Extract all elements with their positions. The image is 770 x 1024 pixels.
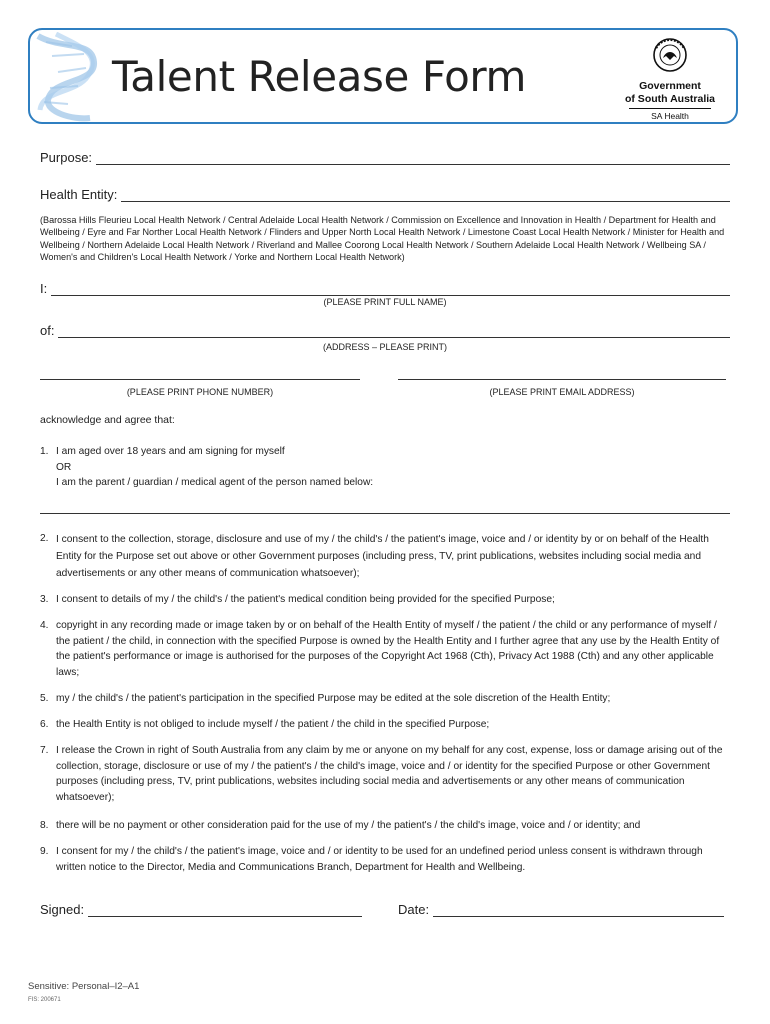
classification-label: Sensitive: Personal–I2–A1 <box>28 981 140 992</box>
address-label: of: <box>40 323 55 338</box>
item-3-text: I consent to details of my / the child's / the patient's medical condition being provided for the specified Purpose; <box>56 594 555 605</box>
address-line[interactable] <box>58 327 730 338</box>
government-logo <box>618 36 722 121</box>
list-item-3 <box>40 592 730 608</box>
signed-field[interactable] <box>40 902 362 917</box>
phone-caption: (PLEASE PRINT PHONE NUMBER) <box>126 387 274 397</box>
phone-line[interactable] <box>40 379 360 380</box>
item-number: 2. <box>40 533 49 544</box>
item-2-text: I consent to the collection, storage, disclosure and use of my / the child's / the patient's image, voice and / or identity by or on behalf of the Health Entity for the Purpose set out above or other Government purposes (including press, TV, print publications, websites including social media and advertisements or any other means of communication whatsoever); <box>56 534 709 579</box>
dna-helix-icon <box>32 32 110 122</box>
item-1-line-2: OR <box>56 461 72 473</box>
email-line[interactable] <box>398 379 726 380</box>
item-8-text: there will be no payment or other consideration paid for the use of my / the patient's / the child's image, voice and / or identity; and <box>56 820 641 831</box>
purpose-label: Purpose: <box>40 150 93 165</box>
form-code: FIS: 200671 <box>28 997 61 1003</box>
health-entities-list: (Barossa Hills Fleurieu Local Health Network / Central Adelaide Local Health Network / Commission on Excellence and Innovation in Health / Department for Health and Wellbeing / Eyre and Far Norther Local Health Network / Flinders and Upper North Local Health Network / Limestone Coast Local Health Network / Minister for Health and Wellbeing / Northern Adelaide Local Health Network / Riverland and Mallee Coorong Local Health Network / Southern Adelaide Local Health Network / Wellbeing SA / Women's and Children's Local Health Network / Yorke and Northern Local Health Network) <box>40 215 725 262</box>
health-entity-line[interactable] <box>121 191 730 202</box>
signature-line[interactable] <box>88 906 362 917</box>
item-number: 9. <box>40 846 49 857</box>
item-5-text: my / the child's / the patient's participation in the specified Purpose may be edited at the sole discretion of the Health Entity; <box>56 693 611 704</box>
gov-line-2: of South Australia <box>624 93 716 105</box>
list-item-6 <box>40 717 730 733</box>
gov-sub-label: SA Health <box>651 111 689 121</box>
item-1-line-1: I am aged over 18 years and am signing for myself <box>56 446 285 457</box>
item-number: 6. <box>40 719 49 730</box>
item-9-text: I consent for my / the child's / the patient's image, voice and / or identity to be used for an undefined period unless consent is withdrawn through written notice to the Director, Media and Communications Branch, Department for Health and Wellbeing. <box>56 846 703 873</box>
full-name-caption: (PLEASE PRINT FULL NAME) <box>323 297 447 307</box>
address-field[interactable] <box>40 323 730 338</box>
gov-line-1: Government <box>639 80 701 92</box>
logo-divider <box>629 108 711 109</box>
health-entity-field[interactable] <box>40 187 730 202</box>
address-caption: (ADDRESS – PLEASE PRINT) <box>322 342 448 352</box>
list-item-2 <box>40 531 730 582</box>
item-6-text: the Health Entity is not obliged to include myself / the patient / the child in the specified Purpose; <box>56 719 490 730</box>
date-label: Date: <box>398 902 430 917</box>
list-item-4 <box>40 618 730 680</box>
item-number: 3. <box>40 594 49 605</box>
list-item-9 <box>40 844 730 875</box>
form-header <box>28 28 738 124</box>
email-caption: (PLEASE PRINT EMAIL ADDRESS) <box>489 387 635 397</box>
item-number: 5. <box>40 693 49 704</box>
health-entity-label: Health Entity: <box>40 187 118 202</box>
date-line[interactable] <box>433 906 724 917</box>
page-title: Talent Release Form <box>112 52 527 101</box>
purpose-field[interactable] <box>40 150 730 165</box>
item-number: 4. <box>40 620 49 631</box>
purpose-line[interactable] <box>96 154 730 165</box>
list-item-5 <box>40 691 730 707</box>
list-item-7 <box>40 743 730 805</box>
item-number: 8. <box>40 820 49 831</box>
signed-label: Signed: <box>40 902 85 917</box>
full-name-line[interactable] <box>51 285 730 296</box>
item-number: 1. <box>40 446 49 457</box>
acknowledge-text: acknowledge and agree that: <box>40 414 175 426</box>
person-named-line[interactable] <box>40 513 730 514</box>
full-name-field[interactable] <box>40 281 730 296</box>
state-seal-icon <box>652 36 688 74</box>
full-name-label: I: <box>40 281 48 296</box>
list-item-8 <box>40 818 730 834</box>
item-number: 7. <box>40 745 49 756</box>
date-field[interactable] <box>398 902 724 917</box>
item-1-line-3: I am the parent / guardian / medical agent of the person named below: <box>56 477 374 489</box>
item-7-text: I release the Crown in right of South Australia from any claim by me or anyone on my behalf for any cost, expense, loss or damage arising out of the collection, storage, disclosure or use of my / the patient's / the child's image, voice and / or identity for the specified Purpose or other Government purposes (including press, TV, print publications, websites including social media and advertisements or any other means of communication whatsoever); <box>56 745 723 803</box>
list-item-1 <box>40 444 730 491</box>
item-4-text: copyright in any recording made or image taken by or on behalf of the Health Entity of myself / the patient / the child or any performance of myself / the patient / the child, in connection with the specified Purpose is owned by the Health Entity and I further agree that any use by the Health Entity of the patient's performance or image is authorised for the purposes of the Copyright Act 1968 (Cth), Privacy Act 1988 (Cth) and any other applicable laws; <box>56 620 720 678</box>
